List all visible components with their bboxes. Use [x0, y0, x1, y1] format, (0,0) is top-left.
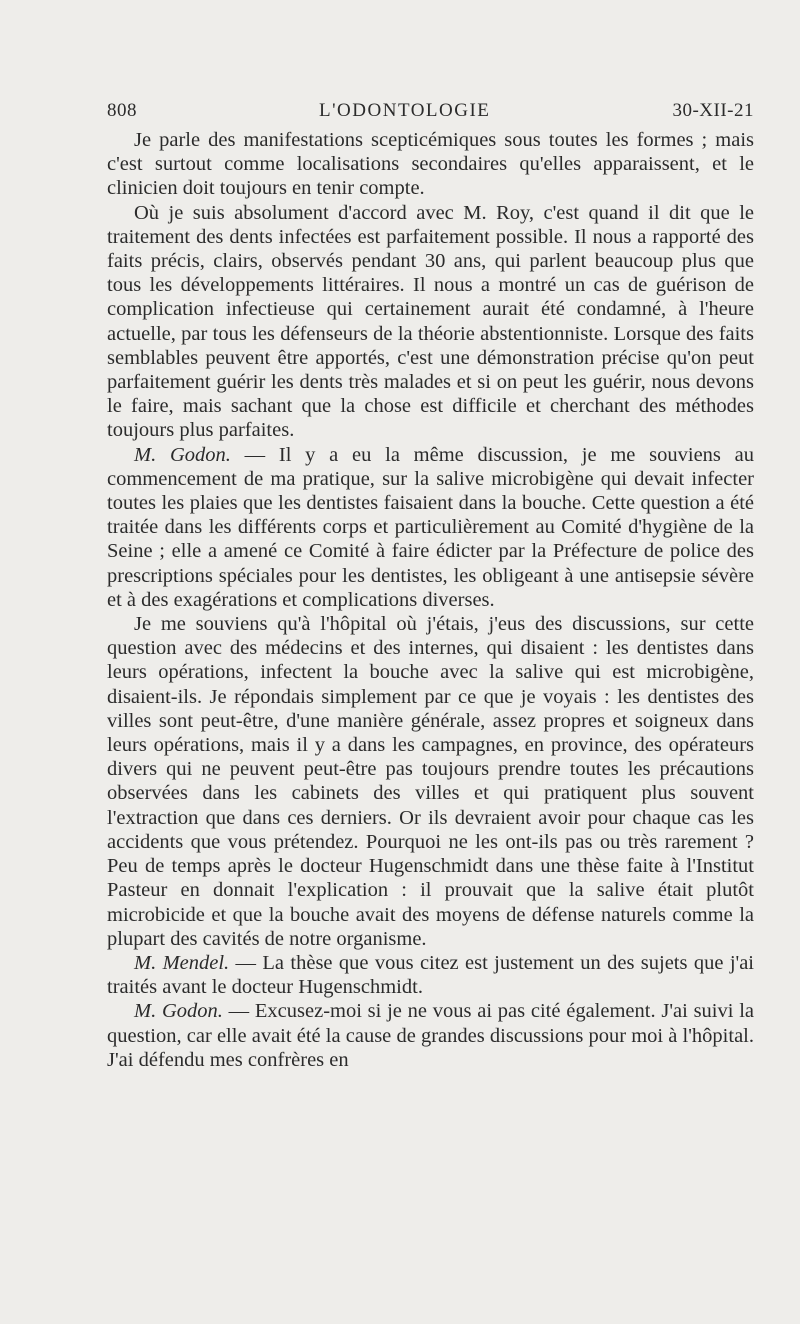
speaker-name: M. Godon.: [134, 1000, 223, 1023]
paragraph-text: Je parle des manifestations scepticémiques sous toutes les formes ; mais c'est surtout comme localisations secondaires qu'elles apparaissent, et le clinicien doit toujours en tenir compte.: [107, 129, 754, 200]
paragraph: [107, 128, 754, 201]
paragraph-text: Je me souviens qu'à l'hôpital où j'étais, j'eus des discussions, sur cette question avec des médecins et des internes, qui disaient : les dentistes dans leurs opérations, infectent la bouche avec la salive qui est microbigène, disaient-ils. Je répondais simplement par ce que je voyais : les dentistes des villes sont peut-être, d'une manière générale, assez propres et soigneux dans leurs opérations, mais il y a dans les campagnes, en province, des opérateurs divers qui ne peuvent peut-être pas toujours prendre toutes les précautions observées dans les cabinets des villes et qui pratiquent plus souvent l'extraction que dans ces derniers. Or ils devraient avoir pour chaque cas les accidents que vous prétendez. Pourquoi ne les ont-ils pas ou très rarement ? Peu de temps après le docteur Hugenschmidt dans une thèse faite à l'Institut Pasteur en donnait l'explication : il prouvait que la salive était plutôt microbicide et que la bouche avait des moyens de défense naturels comme la plupart des cavités de notre organisme.: [107, 613, 754, 950]
issue-date: 30-XII-21: [672, 100, 754, 121]
speaker-name: M. Mendel.: [134, 951, 230, 974]
paragraph-text: — Excusez-moi si je ne vous ai pas cité également. J'ai suivi la question, car elle avait été la cause de grandes discussions pour moi à l'hôpital. J'ai défendu mes confrères en: [107, 1000, 754, 1071]
paragraph-text: Où je suis absolument d'accord avec M. Roy, c'est quand il dit que le traitement des dents infectées est parfaitement possible. Il nous a rapporté des faits précis, clairs, observés pendant 30 ans, qui parlent beaucoup plus que tous les développements littéraires. Il nous a montré un cas de guérison de complication infectieuse qui certainement aurait été condamné, à l'heure actuelle, par tous les défenseurs de la théorie abstentionniste. Lorsque des faits semblables peuvent être apportés, c'est une démonstration précise qu'on peut parfaitement guérir les dents très malades et si on peut les guérir, nous devons le faire, mais sachant que la chose est difficile et cherchant des méthodes toujours plus parfaites.: [107, 201, 754, 442]
paragraph: [107, 999, 754, 1072]
paragraph: [107, 201, 754, 443]
paragraph-text: — Il y a eu la même discussion, je me souviens au commencement de ma pratique, sur la salive microbigène qui devait infecter toutes les plaies que les dentistes faisaient dans la bouche. Cette question a été traitée dans les différents corps et particulièrement au Comité d'hygiène de la Seine ; elle a amené ce Comité à faire édicter par la Préfecture de police des prescriptions spéciales pour les dentistes, les obligeant à une antisepsie sévère et à des exagérations et complications diverses.: [107, 443, 754, 611]
speaker-name: M. Godon.: [134, 443, 231, 466]
article-body: [107, 128, 754, 1072]
page: [107, 100, 754, 1072]
running-header: [107, 100, 754, 122]
paragraph: [107, 612, 754, 951]
journal-title: L'ODONTOLOGIE: [319, 100, 491, 121]
paragraph: [107, 951, 754, 999]
page-number: 808: [107, 100, 137, 121]
paragraph-text: — La thèse que vous citez est justement un des sujets que j'ai traités avant le docteur Hugenschmidt.: [107, 951, 755, 999]
paragraph: [107, 443, 754, 612]
